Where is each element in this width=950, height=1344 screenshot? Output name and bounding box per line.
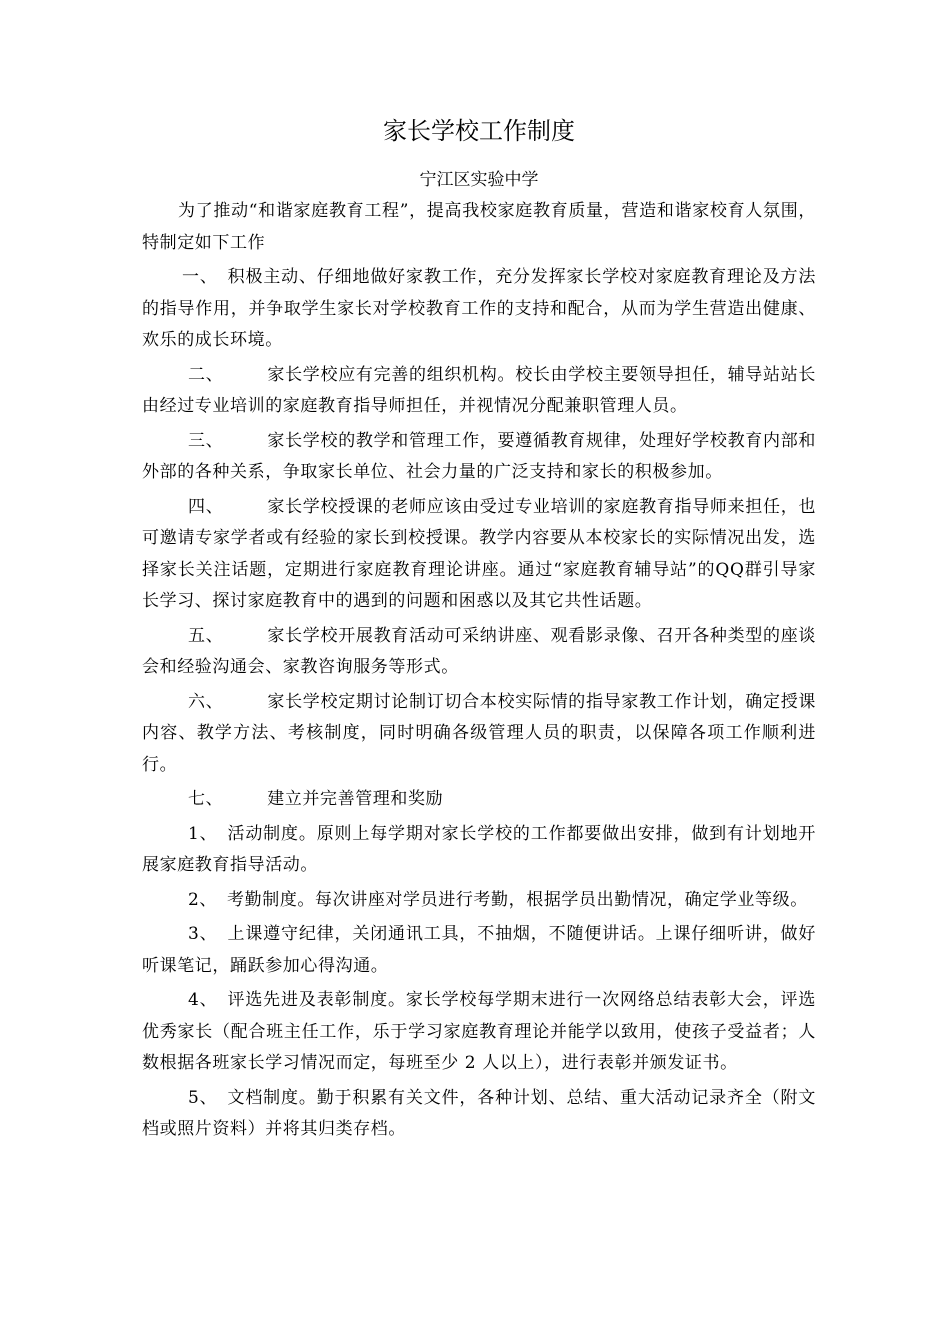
item-7 [142, 784, 816, 816]
item-4 [142, 492, 816, 618]
subitem-number: 3、 [188, 924, 218, 944]
subitem-number: 1、 [188, 823, 218, 844]
item-3 [142, 426, 816, 489]
item-text: 积极主动、仔细地做好家教工作，充分发挥家长学校对家庭教育理论及方法的指导作用，并争取学生家长对学校教育工作的支持和配合，从而为学生营造出健康、欢乐的成长环境。 [142, 267, 816, 350]
subitem-5 [142, 1083, 816, 1146]
item-text: 家长学校的教学和管理工作，要遵循教育规律，处理好学校教育内部和外部的各种关系，争取家长单位、社会力量的广泛支持和家长的积极参加。 [142, 430, 816, 482]
item-text: 建立并完善管理和奖励 [267, 789, 444, 809]
item-6 [142, 687, 816, 782]
item-number: 七、 [188, 789, 224, 809]
item-1 [142, 262, 816, 357]
item-number: 三、 [188, 430, 224, 451]
item-text: 家长学校开展教育活动可采纳讲座、观看影录像、召开各种类型的座谈会和经验沟通会、家教咨询服务等形式。 [142, 625, 816, 677]
subitem-number: 2、 [188, 889, 218, 910]
item-text: 家长学校授课的老师应该由受过专业培训的家庭教育指导师来担任，也可邀请专家学者或有经验的家长到校授课。教学内容要从本校家长的实际情况出发，选择家长关注话题，定期进行家庭教育理论讲座。通过“家庭教育辅导站”的QQ群引导家长学习、探讨家庭教育中的遇到的问题和困惑以及其它共性话题。 [142, 496, 816, 611]
item-number: 四、 [188, 496, 224, 517]
subitem-text: 活动制度。原则上每学期对家长学校的工作都要做出安排，做到有计划地开展家庭教育指导活动。 [142, 823, 816, 875]
document-title: 家长学校工作制度 [383, 117, 575, 145]
subitem-number: 5、 [188, 1087, 218, 1108]
subitem-4 [142, 985, 816, 1080]
item-2 [142, 360, 816, 423]
item-number: 五、 [188, 625, 224, 646]
subitem-number: 4、 [188, 990, 218, 1010]
subitem-text: 考勤制度。每次讲座对学员进行考勤，根据学员出勤情况，确定学业等级。 [227, 889, 808, 910]
subitem-text: 文档制度。勤于积累有关文件，各种计划、总结、重大活动记录齐全（附文档或照片资料）并将其归类存档。 [142, 1087, 816, 1139]
subitem-text: 评选先进及表彰制度。家长学校每学期末进行一次网络总结表彰大会，评选优秀家长（配合班主任工作，乐于学习家庭教育理论并能学以致用，使孩子受益者；人数根据各班家长学习情况而定，每班至少 2 人以上），进行表彰并颁发证书。 [142, 990, 816, 1073]
subitem-3 [142, 919, 816, 982]
document-subtitle: 宁江区实验中学 [419, 170, 539, 190]
item-number: 二、 [188, 364, 224, 385]
subitem-2 [142, 885, 816, 917]
subitem-text: 上课遵守纪律，关闭通讯工具，不抽烟，不随便讲话。上课仔细听讲，做好听课笔记，踊跃参加心得沟通。 [142, 924, 816, 976]
item-number: 一、 [182, 267, 218, 287]
item-5 [142, 621, 816, 684]
item-number: 六、 [188, 691, 224, 712]
subitem-1 [142, 819, 816, 882]
item-text: 家长学校定期讨论制订切合本校实际情的指导家教工作计划，确定授课内容、教学方法、考核制度，同时明确各级管理人员的职责，以保障各项工作顺利进行。 [142, 691, 816, 775]
intro-paragraph: 为了推动“和谐家庭教育工程”，提高我校家庭教育质量，营造和谐家校育人氛围，特制定如下工作 [142, 201, 816, 253]
item-text: 家长学校应有完善的组织机构。校长由学校主要领导担任，辅导站站长由经过专业培训的家庭教育指导师担任，并视情况分配兼职管理人员。 [142, 364, 816, 416]
